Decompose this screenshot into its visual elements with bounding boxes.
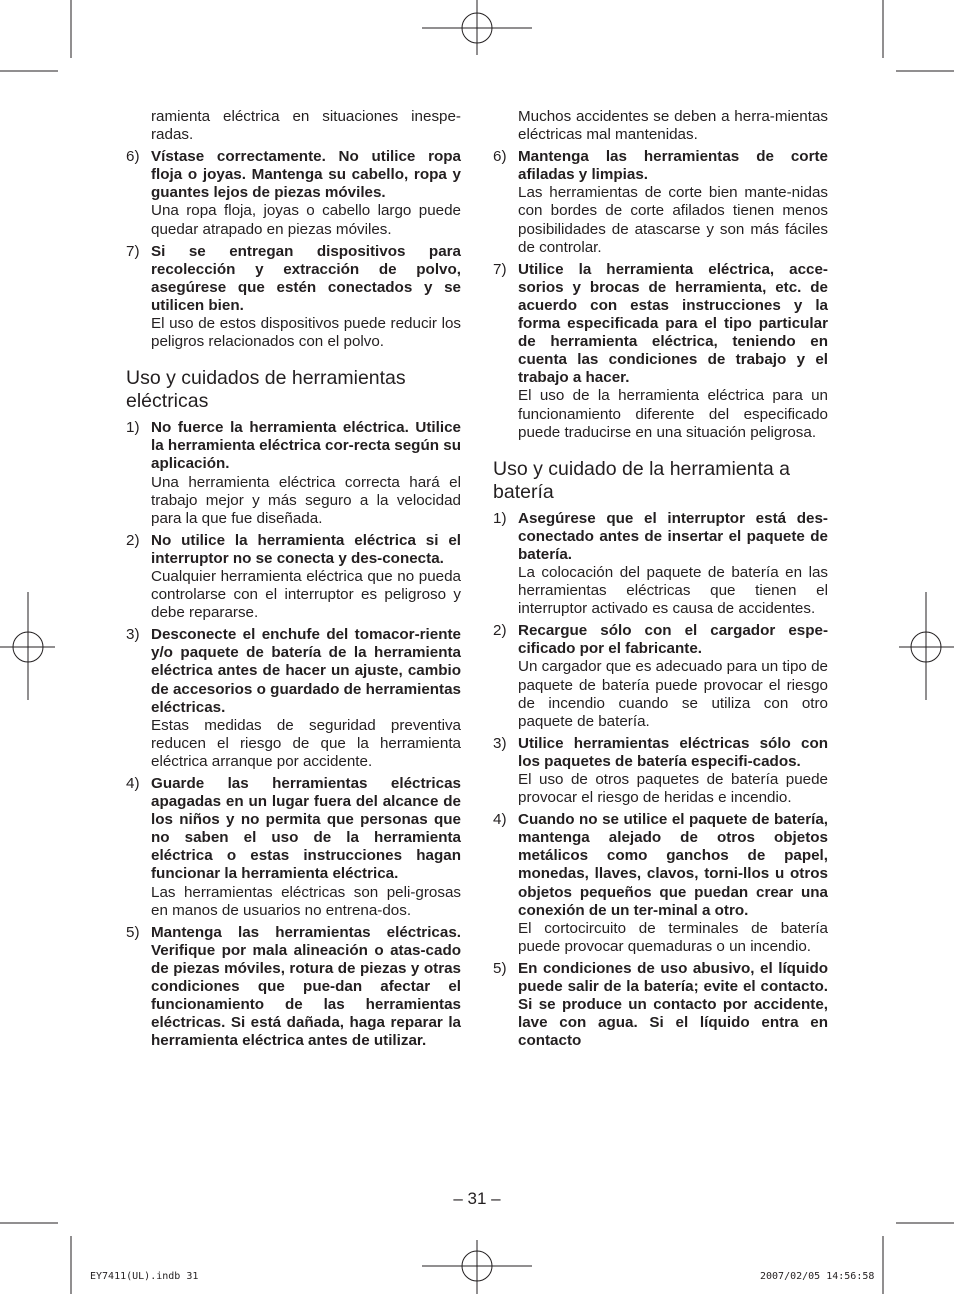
section-heading: Uso y cuidado de la herramienta a batería — [493, 457, 791, 503]
list-item-text: El uso de la herramienta eléctrica para un funcionamiento diferente del especificado puede traducirse en una situación peligrosa. — [518, 387, 828, 441]
list-item — [126, 775, 461, 920]
list-item-number: 4) — [493, 811, 507, 829]
power-tool-care-list — [126, 419, 461, 1050]
list-item-heading: No fuerce la herramienta eléctrica. Utilice la herramienta eléctrica cor-recta según su aplicación. — [151, 419, 461, 473]
list-item-number: 6) — [126, 148, 140, 166]
list-item-heading: No utilice la herramienta eléctrica si el interruptor no se conecta y des-conecta. — [151, 531, 461, 567]
page-number: – 31 – — [453, 1189, 501, 1208]
list-item-number: 3) — [126, 626, 140, 644]
list-item-heading: Cuando no se utilice el paquete de batería, mantenga alejado de otros objetos metálicos como ganchos de papel, monedas, llaves, clavos, torni-llos u otros objetos pequeños que puedan crear una conexión de un ter-minal a otro. — [518, 811, 828, 919]
list-item-number: 2) — [126, 531, 140, 549]
list-item-heading: Si se entregan dispositivos para recolección y extracción de polvo, asegúrese que estén conectados y se utilicen bien. — [151, 242, 461, 314]
list-item-number: 5) — [126, 923, 140, 941]
list-item-text: Las herramientas eléctricas son peli-grosas en manos de usuarios no entrena-dos. — [151, 883, 461, 919]
footer-timestamp: 2007/02/05 14:56:58 — [760, 1271, 875, 1282]
section-heading: Uso y cuidados de herramientas eléctricas — [126, 367, 406, 413]
list-item-text: Una herramienta eléctrica correcta hará el trabajo mejor y más seguro a la velocidad para la que fue diseñada. — [151, 473, 461, 527]
list-item-text: El uso de estos dispositivos puede reducir los peligros relacionados con el polvo. — [151, 315, 461, 351]
list-item — [126, 243, 461, 352]
list-item — [493, 622, 828, 731]
list-item-heading: Guarde las herramientas eléctricas apagadas en un lugar fuera del alcance de los niños y no permita que personas que no saben el uso de la herramienta eléctrica o estas instrucciones hagan funcionar la herramienta eléctrica. — [151, 775, 461, 883]
list-item-heading: Asegúrese que el interruptor está des-conectado antes de insertar el paquete de batería. — [518, 509, 828, 563]
list-item — [493, 735, 828, 807]
left-column — [126, 108, 461, 1054]
list-item-number: 3) — [493, 734, 507, 752]
safety-list — [126, 148, 461, 351]
list-item-text: Una ropa floja, joyas o cabello largo puede quedar atrapado en piezas móviles. — [151, 202, 461, 238]
list-item-number: 1) — [126, 419, 140, 437]
list-item — [126, 532, 461, 622]
list-item-text: Estas medidas de seguridad preventiva reducen el riesgo de que la herramienta eléctrica arranque por accidente. — [151, 716, 461, 770]
power-tool-care-list-cont — [493, 148, 828, 442]
list-item-heading: En condiciones de uso abusivo, el líquido puede salir de la batería; evite el contacto. Si se produce un contacto por accidente, lave con agua. Si el líquido entra en contacto — [518, 959, 828, 1050]
list-item-heading: Desconecte el enchufe del tomacor-riente y/o paquete de batería de la herramienta eléctrica antes de hacer un ajuste, cambio de accesorios o guardado de herramientas eléctricas. — [151, 626, 461, 716]
list-item-number: 2) — [493, 622, 507, 640]
list-item — [126, 924, 461, 1051]
list-item — [493, 148, 828, 257]
list-item-number: 1) — [493, 509, 507, 527]
right-column — [493, 108, 828, 1054]
list-item — [126, 148, 461, 238]
list-item — [493, 960, 828, 1050]
list-item-number: 7) — [493, 260, 507, 278]
list-item-number: 7) — [126, 242, 140, 260]
list-item-heading: Mantenga las herramientas de corte afiladas y limpias. — [518, 148, 828, 184]
list-item-heading: Recargue sólo con el cargador espe-cificado por el fabricante. — [518, 622, 828, 658]
list-item-heading: Vístase correctamente. No utilice ropa floja o joyas. Mantenga su cabello, ropa y guantes lejos de piezas móviles. — [151, 148, 461, 202]
list-item-heading: Utilice herramientas eléctricas sólo con los paquetes de batería especifi-cados. — [518, 734, 828, 770]
footer-file-info: EY7411(UL).indb 31 — [90, 1271, 199, 1282]
list-item — [126, 419, 461, 528]
list-item-number: 4) — [126, 775, 140, 792]
list-item-text: Cualquier herramienta eléctrica que no pueda controlarse con el interruptor es peligroso y debe repararse. — [151, 567, 461, 622]
list-item-heading: Mantenga las herramientas eléctricas. Verifique por mala alineación o atas-cado de piezas móviles, rotura de piezas y otras condiciones que pue-dan afectar el funcionamiento de las herramientas eléctricas. Si está dañada, haga reparar la herramienta eléctrica antes de utilizar. — [151, 923, 461, 1050]
list-item-text: El uso de otros paquetes de batería puede provocar el riesgo de heridas e incendio. — [518, 771, 828, 807]
list-item-heading: Utilice la herramienta eléctrica, acce-sorios y brocas de herramienta, etc. de acuerdo con estas instrucciones y la forma especificada para el tipo particular de herramienta eléctrica, teniendo en cuenta las condiciones de trabajo y el trabajo a hacer. — [518, 260, 828, 387]
list-item-text: Las herramientas de corte bien mante-nidas con bordes de corte afilados tienen menos posibilidades de atascarse y son más fáciles de controlar. — [518, 184, 828, 256]
list-item — [493, 261, 828, 442]
battery-tool-care-list — [493, 510, 828, 1051]
list-item-number: 5) — [493, 959, 507, 977]
list-item — [493, 510, 828, 619]
intro-continuation: ramienta eléctrica en situaciones inespe-radas. — [151, 108, 461, 144]
intro-continuation: Muchos accidentes se deben a herra-mientas eléctricas mal mantenidas. — [518, 108, 828, 144]
list-item-text: La colocación del paquete de batería en las herramientas eléctricas que tienen el interruptor activado es causa de accidentes. — [518, 563, 828, 618]
list-item-number: 6) — [493, 148, 507, 166]
list-item — [493, 811, 828, 956]
list-item-text: El cortocircuito de terminales de batería puede provocar quemaduras o un incendio. — [518, 919, 828, 955]
list-item-text: Un cargador que es adecuado para un tipo de paquete de batería puede provocar el riesgo de incendio cuando se utiliza con otro paquete de batería. — [518, 658, 828, 730]
list-item — [126, 626, 461, 771]
